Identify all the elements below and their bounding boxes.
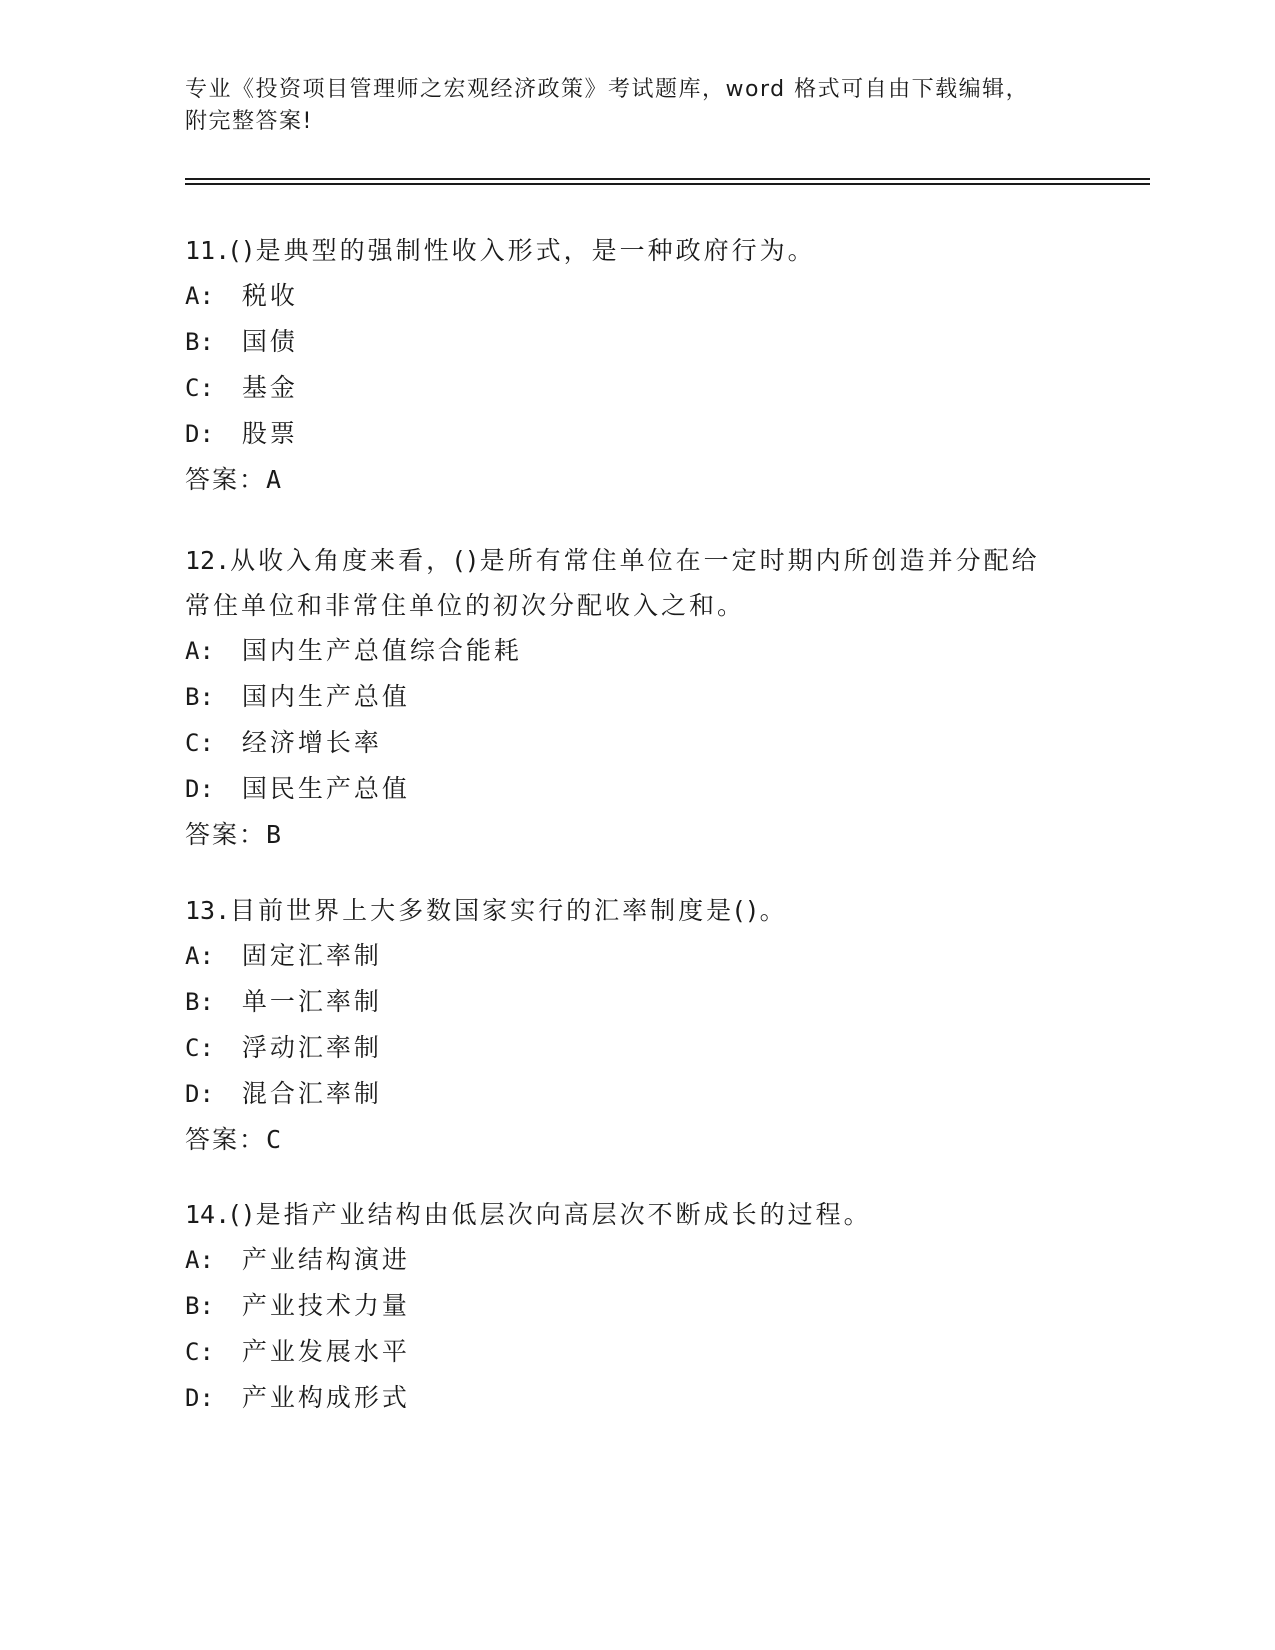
answer-label: 答案： (185, 1125, 267, 1154)
option-b (185, 1283, 1085, 1329)
answer-line (185, 457, 1085, 502)
question-12 (185, 538, 1085, 857)
option-text: 经济增长率 (241, 728, 382, 757)
answer-line (185, 812, 1085, 857)
header-line-1: 专业《投资项目管理师之宏观经济政策》考试题库，word 格式可自由下载编辑， (185, 77, 1030, 102)
option-text: 产业构成形式 (241, 1383, 410, 1412)
option-text: 国内生产总值 (241, 682, 410, 711)
option-letter: B: (185, 683, 214, 711)
question-stem (185, 1192, 1085, 1237)
header-line-2: 附完整答案! (185, 109, 313, 134)
question-stem (185, 538, 1085, 583)
option-a (185, 273, 1085, 319)
question-text: ()是典型的强制性收入形式，是一种政府行为。 (230, 236, 816, 265)
answer-label: 答案： (185, 465, 267, 494)
question-text: 目前世界上大多数国家实行的汇率制度是()。 (230, 896, 788, 925)
option-text: 基金 (241, 373, 298, 402)
question-text-line-1: 从收入角度来看，()是所有常住单位在一定时期内所创造并分配给 (230, 546, 1040, 575)
option-text: 国债 (241, 327, 298, 356)
option-b (185, 319, 1085, 365)
header-divider-top (185, 178, 1150, 180)
question-number: 14. (185, 1200, 231, 1229)
option-letter: C: (185, 1034, 214, 1062)
option-text: 税收 (241, 281, 298, 310)
question-stem-continued (185, 583, 1085, 628)
question-11 (185, 228, 1085, 502)
answer-line (185, 1117, 1085, 1162)
option-letter: A: (185, 1246, 214, 1274)
option-text: 浮动汇率制 (241, 1033, 382, 1062)
question-stem (185, 888, 1085, 933)
option-letter: C: (185, 374, 214, 402)
option-letter: D: (185, 1384, 214, 1412)
option-d (185, 411, 1085, 457)
answer-label: 答案： (185, 820, 267, 849)
option-text: 产业技术力量 (241, 1291, 410, 1320)
document-header (185, 74, 1085, 138)
option-letter: C: (185, 729, 214, 757)
question-13 (185, 888, 1085, 1162)
option-c (185, 720, 1085, 766)
option-d (185, 766, 1085, 812)
option-letter: D: (185, 775, 214, 803)
option-letter: B: (185, 988, 214, 1016)
option-letter: D: (185, 1080, 214, 1108)
question-number: 13. (185, 896, 231, 925)
option-letter: A: (185, 942, 214, 970)
option-text: 固定汇率制 (241, 941, 382, 970)
option-text: 股票 (241, 419, 298, 448)
option-letter: B: (185, 328, 214, 356)
question-number: 12. (185, 546, 231, 575)
option-letter: A: (185, 282, 214, 310)
option-text: 产业发展水平 (241, 1337, 410, 1366)
option-d (185, 1071, 1085, 1117)
option-c (185, 365, 1085, 411)
option-letter: D: (185, 420, 214, 448)
answer-value: B (266, 820, 282, 849)
question-number: 11. (185, 236, 231, 265)
option-letter: A: (185, 637, 214, 665)
header-divider-bottom (185, 183, 1150, 185)
option-a (185, 933, 1085, 979)
option-text: 国民生产总值 (241, 774, 410, 803)
answer-value: C (266, 1125, 282, 1154)
option-b (185, 979, 1085, 1025)
option-a (185, 628, 1085, 674)
question-stem (185, 228, 1085, 273)
option-a (185, 1237, 1085, 1283)
option-text: 国内生产总值综合能耗 (241, 636, 522, 665)
option-c (185, 1329, 1085, 1375)
option-c (185, 1025, 1085, 1071)
question-14 (185, 1192, 1085, 1421)
option-d (185, 1375, 1085, 1421)
answer-value: A (266, 465, 282, 494)
option-text: 单一汇率制 (241, 987, 382, 1016)
option-text: 产业结构演进 (241, 1245, 410, 1274)
option-b (185, 674, 1085, 720)
option-text: 混合汇率制 (241, 1079, 382, 1108)
question-text: ()是指产业结构由低层次向高层次不断成长的过程。 (230, 1200, 872, 1229)
option-letter: B: (185, 1292, 214, 1320)
question-text-line-2: 常住单位和非常住单位的初次分配收入之和。 (185, 591, 746, 620)
option-letter: C: (185, 1338, 214, 1366)
